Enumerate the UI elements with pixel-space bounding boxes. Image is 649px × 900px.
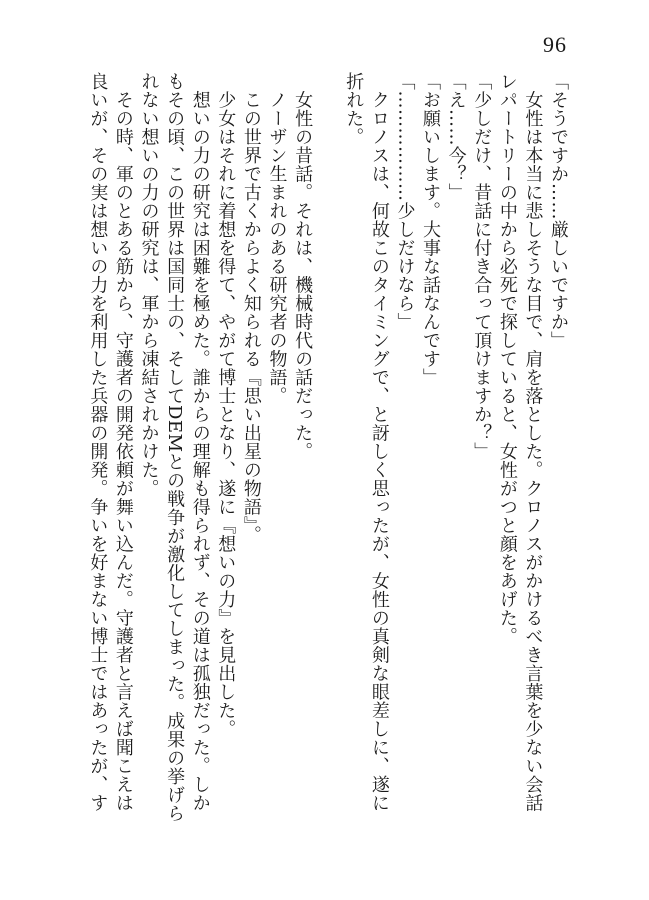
text-line: もその頃、この世界は国同士の、そしてDEMとの戦争が激化してしまった。成果の挙げら [164,72,186,823]
text-line: 「………………少しだけなら」 [394,72,416,331]
text-line: 「少しだけ、昔話に付き合って頂けますか？」 [471,72,493,461]
text-line: 良いが、その実は想いの力を利用した兵器の開発。争いを好まない博士ではあったが、す [87,72,109,812]
text-line: 折れた。 [343,72,365,146]
text-line: 「え……今？」 [445,72,467,202]
text-line: 女性の昔話。それは、機械時代の話だった。 [292,72,314,461]
page-number: 96 [543,32,567,57]
vertical-text-body [85,72,571,832]
text-line: その時、軍のとある筋から、守護者の開発依頼が舞い込んだ。守護者と言えば聞こえは [112,72,134,812]
text-line: 「そうですか……厳しいですか」 [548,72,569,350]
text-line: 少女はそれに着想を得て、やがて博士となり、遂に『想いの力』を見出した。 [215,72,237,738]
text-line: 「お願いします。大事な話なんです」 [420,72,442,387]
text-line: レパートリーの中から必死で探していると、女性がつと顔をあげた。 [496,72,518,646]
text-line: れない想いの力の研究は、軍から凍結されかけた。 [138,72,160,498]
paragraph-break [315,72,341,832]
text-line: クロノスは、何故このタイミングで、と訝しく思ったが、女性の真剣な眼差しに、遂に [368,72,390,812]
text-line: 想いの力の研究は困難を極めた。誰からの理解も得られず、その道は孤独だった。しか [189,72,211,812]
text-line: この世界で古くからよく知られる『思い出星の物語』。 [240,72,262,544]
text-line: 女性は本当に悲しそうな目で、肩を落とした。クロノスがかけるべき言葉を少ない会話 [522,72,544,812]
text-line: ノーザン生まれのある研究者の物語。 [266,72,288,405]
